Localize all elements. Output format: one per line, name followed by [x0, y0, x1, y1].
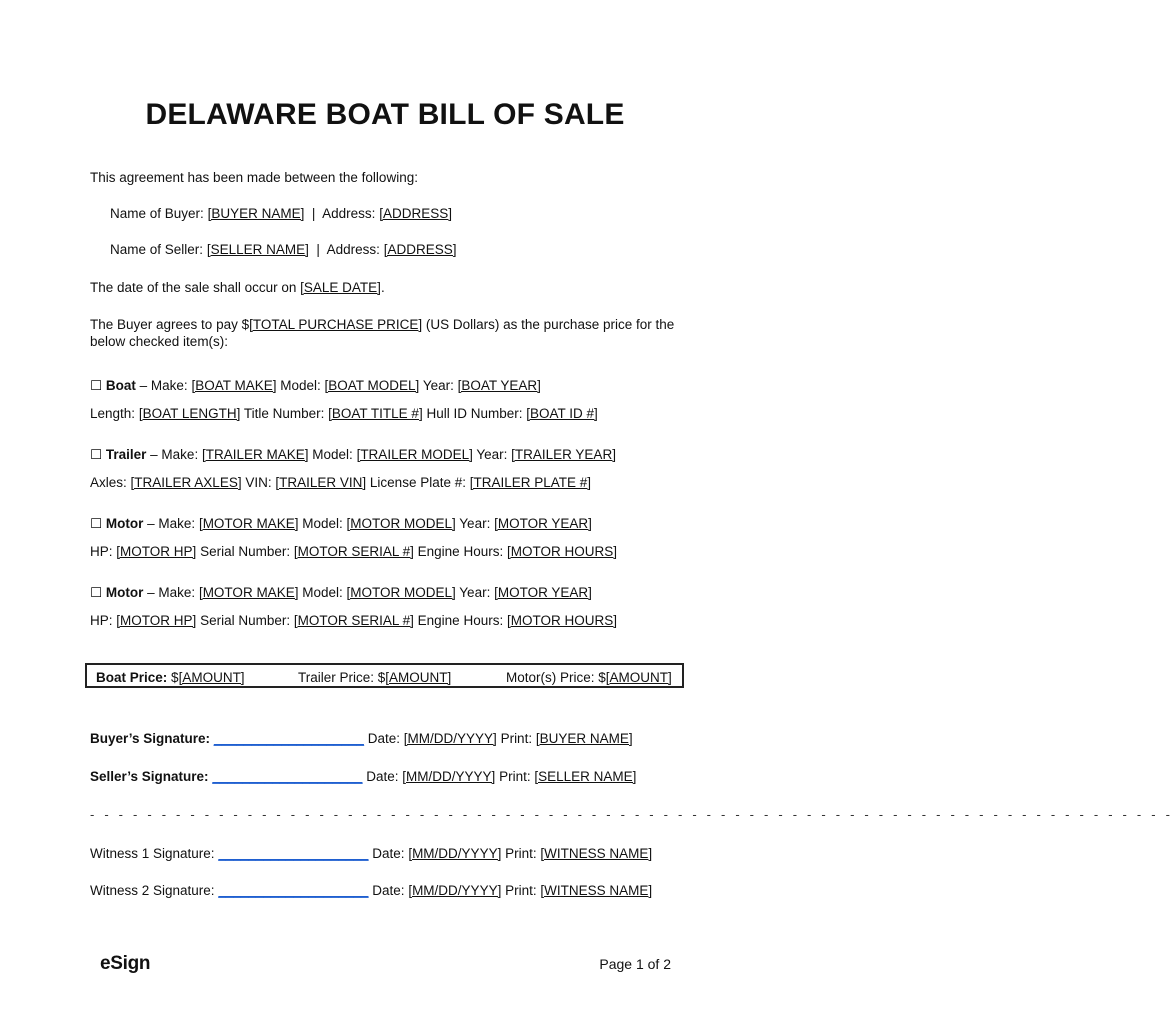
boat-title-field[interactable]: [BOAT TITLE #] — [328, 406, 423, 421]
motor-2-hours-label: Engine Hours: — [417, 613, 504, 628]
date-label: Date: — [366, 769, 399, 784]
motor-2-model-label: Model: — [302, 585, 343, 600]
motor-2-line-2 — [90, 613, 617, 628]
print-label: Print: — [499, 769, 531, 784]
trailer-plate-label: License Plate #: — [369, 475, 466, 490]
trailer-axles-field[interactable]: [TRAILER AXLES] — [130, 475, 242, 490]
motor-1-make-label: – Make: — [147, 516, 196, 531]
seller-address-label: Address: — [326, 242, 380, 257]
witness-1-signature-line — [90, 846, 652, 861]
trailer-make-field[interactable]: [TRAILER MAKE] — [201, 447, 309, 462]
boat-heading: Boat — [105, 378, 136, 393]
motor-1-hours-label: Engine Hours: — [417, 544, 504, 559]
trailer-year-field[interactable]: [TRAILER YEAR] — [511, 447, 616, 462]
witness-1-signature-label: Witness 1 Signature: — [90, 846, 215, 861]
motor-1-model-label: Model: — [302, 516, 343, 531]
witness-2-print-field[interactable]: [WITNESS NAME] — [540, 883, 653, 898]
motor-2-heading: Motor — [105, 585, 144, 600]
separator: | — [311, 206, 316, 221]
motor-2-model-field[interactable]: [MOTOR MODEL] — [346, 585, 456, 600]
motor-1-year-label: Year: — [459, 516, 491, 531]
motor-2-make-label: – Make: — [147, 585, 196, 600]
date-label: Date: — [372, 883, 405, 898]
motor-2-make-field[interactable]: [MOTOR MAKE] — [198, 585, 299, 600]
buyer-date-field[interactable]: [MM/DD/YYYY] — [403, 731, 497, 746]
motor-2-hp-label: HP: — [90, 613, 113, 628]
trailer-price-currency: $ — [377, 670, 386, 685]
buyer-signature-line — [90, 731, 633, 746]
motor-1-line-1 — [90, 516, 592, 532]
buyer-line — [110, 206, 452, 221]
seller-name-label: Name of Seller: — [110, 242, 204, 257]
trailer-price-label: Trailer Price: — [298, 670, 375, 685]
seller-signature-line — [90, 769, 636, 784]
motor-1-year-field[interactable]: [MOTOR YEAR] — [494, 516, 592, 531]
buyer-name-field[interactable]: [BUYER NAME] — [207, 206, 305, 221]
sale-date-prefix: The date of the sale shall occur on — [90, 280, 297, 295]
motor-price — [506, 670, 672, 685]
boat-length-label: Length: — [90, 406, 136, 421]
trailer-line-1 — [90, 447, 616, 463]
witness-2-signature-label: Witness 2 Signature: — [90, 883, 215, 898]
motor-2-serial-label: Serial Number: — [200, 613, 291, 628]
boat-price-label: Boat Price: — [96, 670, 168, 685]
page-number: Page 1 of 2 — [599, 956, 671, 972]
witness-2-date-field[interactable]: [MM/DD/YYYY] — [408, 883, 502, 898]
trailer-heading: Trailer — [105, 447, 147, 462]
boat-hull-label: Hull ID Number: — [426, 406, 523, 421]
motor-1-heading: Motor — [105, 516, 144, 531]
date-label: Date: — [367, 731, 401, 746]
boat-make-field[interactable]: [BOAT MAKE] — [191, 378, 277, 393]
trailer-year-label: Year: — [476, 447, 508, 462]
trailer-model-field[interactable]: [TRAILER MODEL] — [356, 447, 473, 462]
boat-price-field[interactable]: [AMOUNT] — [178, 670, 245, 685]
motor-1-serial-field[interactable]: [MOTOR SERIAL #] — [293, 544, 414, 559]
motor-2-hours-field[interactable]: [MOTOR HOURS] — [506, 613, 617, 628]
sale-date-line — [90, 280, 385, 295]
motor-price-field[interactable]: [AMOUNT] — [605, 670, 672, 685]
seller-line — [110, 242, 456, 257]
print-label: Print: — [505, 846, 537, 861]
print-label: Print: — [505, 883, 537, 898]
trailer-model-label: Model: — [312, 447, 353, 462]
sale-date-field[interactable]: [SALE DATE] — [300, 280, 381, 295]
motor-2-year-field[interactable]: [MOTOR YEAR] — [494, 585, 592, 600]
boat-make-label: – Make: — [139, 378, 188, 393]
motor-1-hp-field[interactable]: [MOTOR HP] — [116, 544, 197, 559]
witness-2-signature-line — [90, 883, 652, 898]
boat-checkbox[interactable]: ☐ — [90, 378, 103, 393]
motor-price-label: Motor(s) Price: — [506, 670, 595, 685]
seller-date-field[interactable]: [MM/DD/YYYY] — [402, 769, 496, 784]
purchase-price-field[interactable]: [TOTAL PURCHASE PRICE] — [249, 317, 423, 332]
intro-text: This agreement has been made between the following: — [90, 170, 418, 185]
motor-1-hours-field[interactable]: [MOTOR HOURS] — [506, 544, 617, 559]
motor-1-hp-label: HP: — [90, 544, 113, 559]
buyer-signature-label: Buyer’s Signature: — [90, 731, 211, 746]
witness-2-signature-field[interactable]: ____________________ — [218, 883, 369, 898]
trailer-axles-label: Axles: — [90, 475, 127, 490]
buyer-print-field[interactable]: [BUYER NAME] — [535, 731, 633, 746]
buyer-name-label: Name of Buyer: — [110, 206, 204, 221]
witness-1-date-field[interactable]: [MM/DD/YYYY] — [408, 846, 502, 861]
motor-1-model-field[interactable]: [MOTOR MODEL] — [346, 516, 456, 531]
motor-1-make-field[interactable]: [MOTOR MAKE] — [198, 516, 299, 531]
trailer-make-label: – Make: — [150, 447, 199, 462]
motor-1-line-2 — [90, 544, 617, 559]
seller-name-field[interactable]: [SELLER NAME] — [206, 242, 309, 257]
payment-prefix: The Buyer agrees to pay $ — [90, 317, 250, 332]
motor-2-serial-field[interactable]: [MOTOR SERIAL #] — [293, 613, 414, 628]
boat-hull-field[interactable]: [BOAT ID #] — [526, 406, 598, 421]
trailer-vin-label: VIN: — [245, 475, 272, 490]
boat-year-field[interactable]: [BOAT YEAR] — [457, 378, 541, 393]
boat-price-currency: $ — [171, 670, 179, 685]
boat-length-field[interactable]: [BOAT LENGTH] — [138, 406, 241, 421]
buyer-address-field[interactable]: [ADDRESS] — [379, 206, 452, 221]
separator: | — [316, 242, 320, 257]
boat-line-2 — [90, 406, 598, 421]
trailer-checkbox[interactable]: ☐ — [90, 447, 103, 462]
payment-suffix: (US Dollars) as the purchase price for the below checked item(s): — [90, 317, 675, 349]
seller-address-field[interactable]: [ADDRESS] — [383, 242, 457, 257]
motor-2-year-label: Year: — [459, 585, 491, 600]
motor-2-hp-field[interactable]: [MOTOR HP] — [116, 613, 197, 628]
boat-price — [96, 670, 245, 685]
seller-print-field[interactable]: [SELLER NAME] — [534, 769, 637, 784]
trailer-line-2 — [90, 475, 591, 490]
esign-logo: eSign — [100, 953, 151, 974]
motor-1-serial-label: Serial Number: — [200, 544, 291, 559]
payment-paragraph — [90, 316, 680, 350]
dashed-divider: - - - - - - - - - - - - - - - - - - - - - - - - - - - - - - - - - - - - - - - - - - - - - - - - - - - - - - - - - - - - - - - - - - - - - - - - - - - - — [90, 807, 1173, 822]
seller-signature-label: Seller’s Signature: — [90, 769, 209, 784]
motor-1-checkbox[interactable]: ☐ — [90, 516, 103, 531]
date-label: Date: — [372, 846, 405, 861]
witness-1-print-field[interactable]: [WITNESS NAME] — [540, 846, 653, 861]
seller-signature-field[interactable]: ____________________ — [212, 769, 363, 784]
boat-title-label: Title Number: — [243, 406, 325, 421]
motor-2-checkbox[interactable]: ☐ — [90, 585, 103, 600]
trailer-plate-field[interactable]: [TRAILER PLATE #] — [469, 475, 592, 490]
boat-model-label: Model: — [280, 378, 321, 393]
document-title: DELAWARE BOAT BILL OF SALE — [145, 98, 625, 131]
trailer-vin-field[interactable]: [TRAILER VIN] — [275, 475, 367, 490]
buyer-signature-field[interactable]: ____________________ — [213, 731, 364, 746]
buyer-address-label: Address: — [322, 206, 376, 221]
boat-year-label: Year: — [422, 378, 454, 393]
trailer-price-field[interactable]: [AMOUNT] — [385, 670, 452, 685]
price-summary-box — [85, 663, 684, 688]
motor-price-currency: $ — [598, 670, 606, 685]
boat-line-1 — [90, 378, 541, 394]
print-label: Print: — [500, 731, 533, 746]
sale-date-suffix: . — [380, 280, 385, 295]
boat-model-field[interactable]: [BOAT MODEL] — [324, 378, 420, 393]
witness-1-signature-field[interactable]: ____________________ — [218, 846, 369, 861]
motor-2-line-1 — [90, 585, 592, 601]
trailer-price — [298, 670, 451, 685]
